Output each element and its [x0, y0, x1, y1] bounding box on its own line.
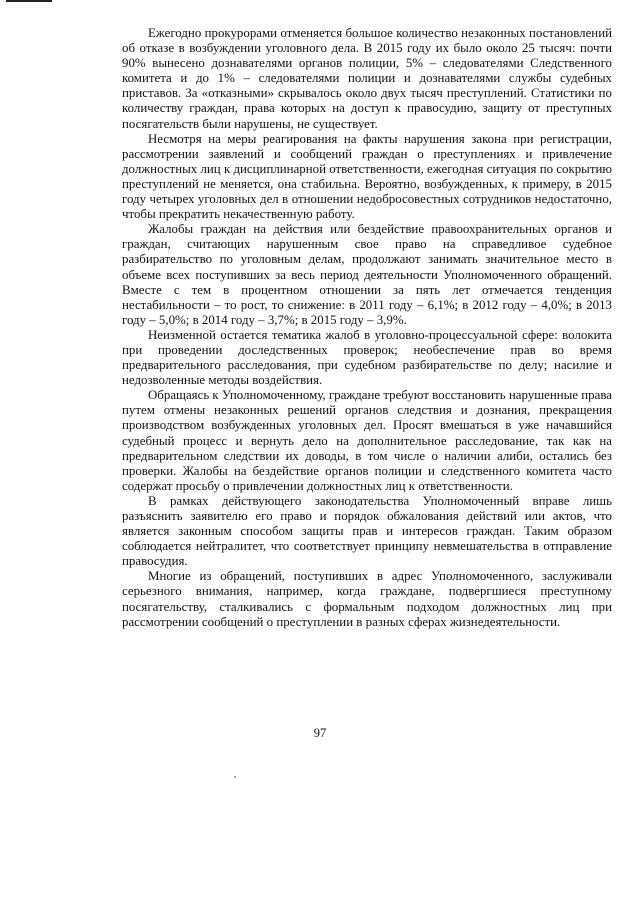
paragraph-annulled-refusals: Ежегодно прокурорами отменяется большое количество незаконных постановлений об отказе в возбуждении уголовного дела. В 2015 году их было около 25 тысяч: почти 90% вынесено дознавателями органов полиции, 5% – следователями Следственного комитета и до 1% – следователями полиции и дознавателями службы судебных приставов. За «отказными» скрывалось около двух тысяч преступлений. Статистики по количеству граждан, права которых на доступ к правосудию, защиту от преступных посягательств были нарушены, не существует. [122, 26, 612, 131]
page-number: 97 [313, 726, 327, 740]
top-edge-rule [6, 0, 52, 2]
paragraph-complaints-statistics: Жалобы граждан на действия или бездействие правоохранительных органов и граждан, считающих нарушенным свое право на справедливое судебное разбирательство по уголовным делам, продолжают занимать значительное место в объеме всех поступивших за весь период деятельности Уполномоченного обращений. Вместе с тем в процентном отношении за пять лет отмечается тенденция нестабильности – то рост, то снижение: в 2011 году – 6,1%; в 2012 году – 4,0%; в 2013 году – 5,0%; в 2014 году – 3,7%; в 2015 году – 3,9%. [122, 222, 612, 327]
paragraph-response-measures: Несмотря на меры реагирования на факты нарушения закона при регистрации, рассмотрении заявлений и сообщений граждан о преступлениях и привлечение должностных лиц к дисциплинарной ответственности, ежегодная ситуация по сокрытию преступлений не меняется, она стабильна. Вероятно, возбужденных, к примеру, в 2015 году четырех уголовных дел в отношении недобросовестных сотрудников недостаточно, чтобы прекратить некачественную работу. [122, 131, 612, 222]
paragraph-formal-approach: Многие из обращений, поступивших в адрес Уполномоченного, заслуживали серьезного внимания, например, когда граждане, подвергшиеся преступному посягательству, сталкивались с формальным подходом должностных лиц при рассмотрении сообщений о преступлении в разных сферах жизнедеятельности. [122, 569, 612, 629]
paragraph-legal-limits: В рамках действующего законодательства Уполномоченный вправе лишь разъяснить заявителю его право и порядок обжалования действий или актов, что является законным способом защиты прав и интересов граждан. Таким образом соблюдается нейтралитет, что соответствует принципу невмешательства в отправление правосудия. [122, 493, 612, 569]
paragraph-complaint-topics: Неизменной остается тематика жалоб в уголовно-процессуальной сфере: волокита при проведении доследственных проверок; необеспечение прав во время предварительного расследования, при судебном разбирательстве по делу; насилие и недозволенные методы воздействия. [122, 327, 612, 388]
page-body [122, 26, 612, 630]
scan-speck [234, 776, 236, 778]
paragraph-citizen-demands: Обращаясь к Уполномоченному, граждане требуют восстановить нарушенные права путем отмены незаконных решений органов следствия и дознания, прекращения производством возбужденных уголовных дел. Просят вмешаться в уже начавшийся судебный процесс и вернуть дело на дополнительное расследование, так как на предварительном следствии их доводы, в том числе о наличии алиби, остались без проверки. Жалобы на бездействие органов полиции и следственного комитета часто содержат просьбу о привлечении должностных лиц к ответственности. [122, 388, 612, 493]
